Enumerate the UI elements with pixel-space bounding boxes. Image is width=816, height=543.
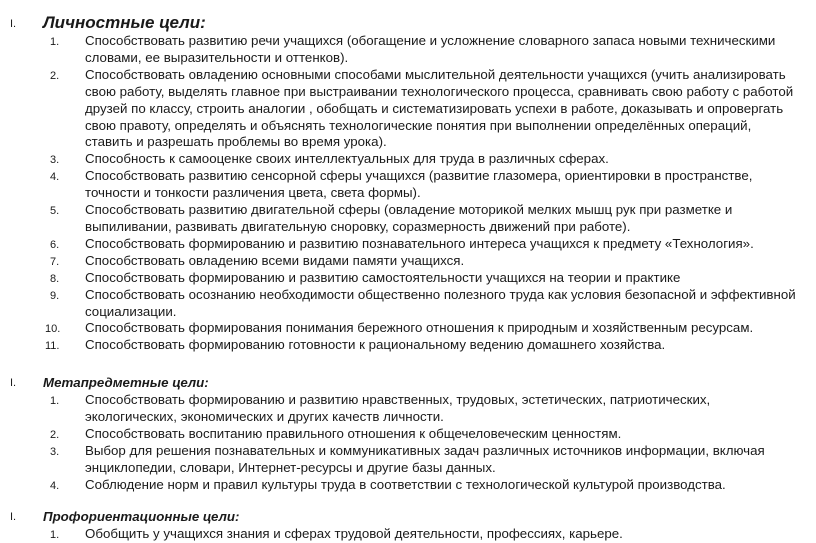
section-title: Личностные цели: xyxy=(43,13,206,32)
section-career-goals xyxy=(0,506,816,543)
item-number: 4. xyxy=(50,171,60,184)
section-heading xyxy=(0,13,816,33)
list-item xyxy=(0,337,816,354)
list-item xyxy=(0,426,816,443)
section-metasubject-goals xyxy=(0,372,816,493)
section-personal-goals xyxy=(0,13,816,354)
section-heading xyxy=(0,372,816,392)
item-text: Способствовать воспитанию правильного отношения к общечеловеческим ценностям. xyxy=(85,425,622,441)
item-number: 3. xyxy=(50,154,60,167)
list-item xyxy=(0,526,816,543)
section-numeral: I. xyxy=(10,511,17,523)
item-number: 7. xyxy=(50,255,60,268)
goals-list xyxy=(0,392,816,493)
item-text: Способствовать развитию двигательной сферы (овладение моторикой мелких мышц рук при разметке и выпиливании, развивать двигательную сноровку, соразмерность движений при работе). xyxy=(85,202,733,234)
list-item xyxy=(0,320,816,337)
item-number: 8. xyxy=(50,272,60,285)
item-number: 1. xyxy=(50,395,60,407)
section-heading xyxy=(0,506,816,526)
goals-list xyxy=(0,33,816,354)
section-title: Профориентационные цели: xyxy=(43,509,240,524)
item-text: Выбор для решения познавательных и коммуникативных задач различных источников информации, включая энциклопедии, словари, Интернет-ресурсы и другие базы данных. xyxy=(85,442,765,475)
list-item xyxy=(0,33,816,67)
item-number: 2. xyxy=(50,428,60,441)
item-number: 1. xyxy=(50,36,60,48)
list-item xyxy=(0,270,816,287)
item-text: Способствовать осознанию необходимости общественно полезного труда как условия безопасной и эффективной социализации. xyxy=(85,286,796,319)
section-title: Метапредметные цели: xyxy=(43,375,209,390)
list-item xyxy=(0,168,816,202)
list-item xyxy=(0,151,816,168)
item-number: 4. xyxy=(50,479,60,492)
list-item xyxy=(0,236,816,253)
section-numeral: I. xyxy=(10,18,17,30)
item-number: 11. xyxy=(45,340,60,353)
item-text: Способствовать формирования понимания бережного отношения к природным и хозяйственным ресурсам. xyxy=(85,320,754,336)
item-number: 3. xyxy=(50,445,60,458)
goals-list xyxy=(0,526,816,543)
item-text: Способствовать формированию и развитию самостоятельности учащихся на теории и практике xyxy=(85,269,681,285)
item-text: Способствовать овладению всеми видами памяти учащихся. xyxy=(85,252,465,268)
item-text: Обобщить у учащихся знания и сферах трудовой деятельности, профессиях, карьере. xyxy=(85,526,623,541)
item-text: Способствовать формированию и развитию познавательного интереса учащихся к предмету «Технология». xyxy=(85,235,754,251)
item-number: 1. xyxy=(50,529,60,541)
item-text: Способствовать овладению основными способами мыслительной деятельности учащихся (учить анализировать свою работу, выделять главное при выстраивании технологического процесса, сравнивать свою работу с работой друзей по классу, строить аналогии , обобщать и систематизировать успехи в работе, доказывать и опровергать свою правоту, определять и объяснять технологические понятия при выполнении определённых операций, ставить и разрешать проблемы во время урока). xyxy=(85,66,794,150)
item-number: 2. xyxy=(50,69,60,82)
list-item xyxy=(0,287,816,321)
item-number: 6. xyxy=(50,238,60,251)
item-number: 5. xyxy=(50,205,60,218)
item-text: Способствовать развитию сенсорной сферы учащихся (развитие глазомера, ориентировки в пространстве, точности и тонкости различения цвета, света формы). xyxy=(85,168,753,201)
item-text: Способствовать формированию и развитию нравственных, трудовых, эстетических, патриотических, экологических, экономических и других качеств личности. xyxy=(85,392,711,424)
item-text: Соблюдение норм и правил культуры труда в соответствии с технологической культурой производства. xyxy=(85,476,726,492)
section-numeral: I. xyxy=(10,377,17,389)
list-item xyxy=(0,202,816,236)
list-item xyxy=(0,477,816,494)
list-item xyxy=(0,392,816,426)
item-number: 10. xyxy=(45,323,61,336)
item-text: Способность к самооценке своих интеллектуальных для труда в различных сферах. xyxy=(85,151,609,167)
list-item xyxy=(0,253,816,270)
item-text: Способствовать формированию готовности к рациональному ведению домашнего хозяйства. xyxy=(85,337,666,353)
item-text: Способствовать развитию речи учащихся (обогащение и усложнение словарного запаса новыми техническими словами, ее выразительности и оттенков). xyxy=(85,33,776,65)
list-item xyxy=(0,443,816,477)
item-number: 9. xyxy=(50,289,60,302)
list-item xyxy=(0,67,816,152)
